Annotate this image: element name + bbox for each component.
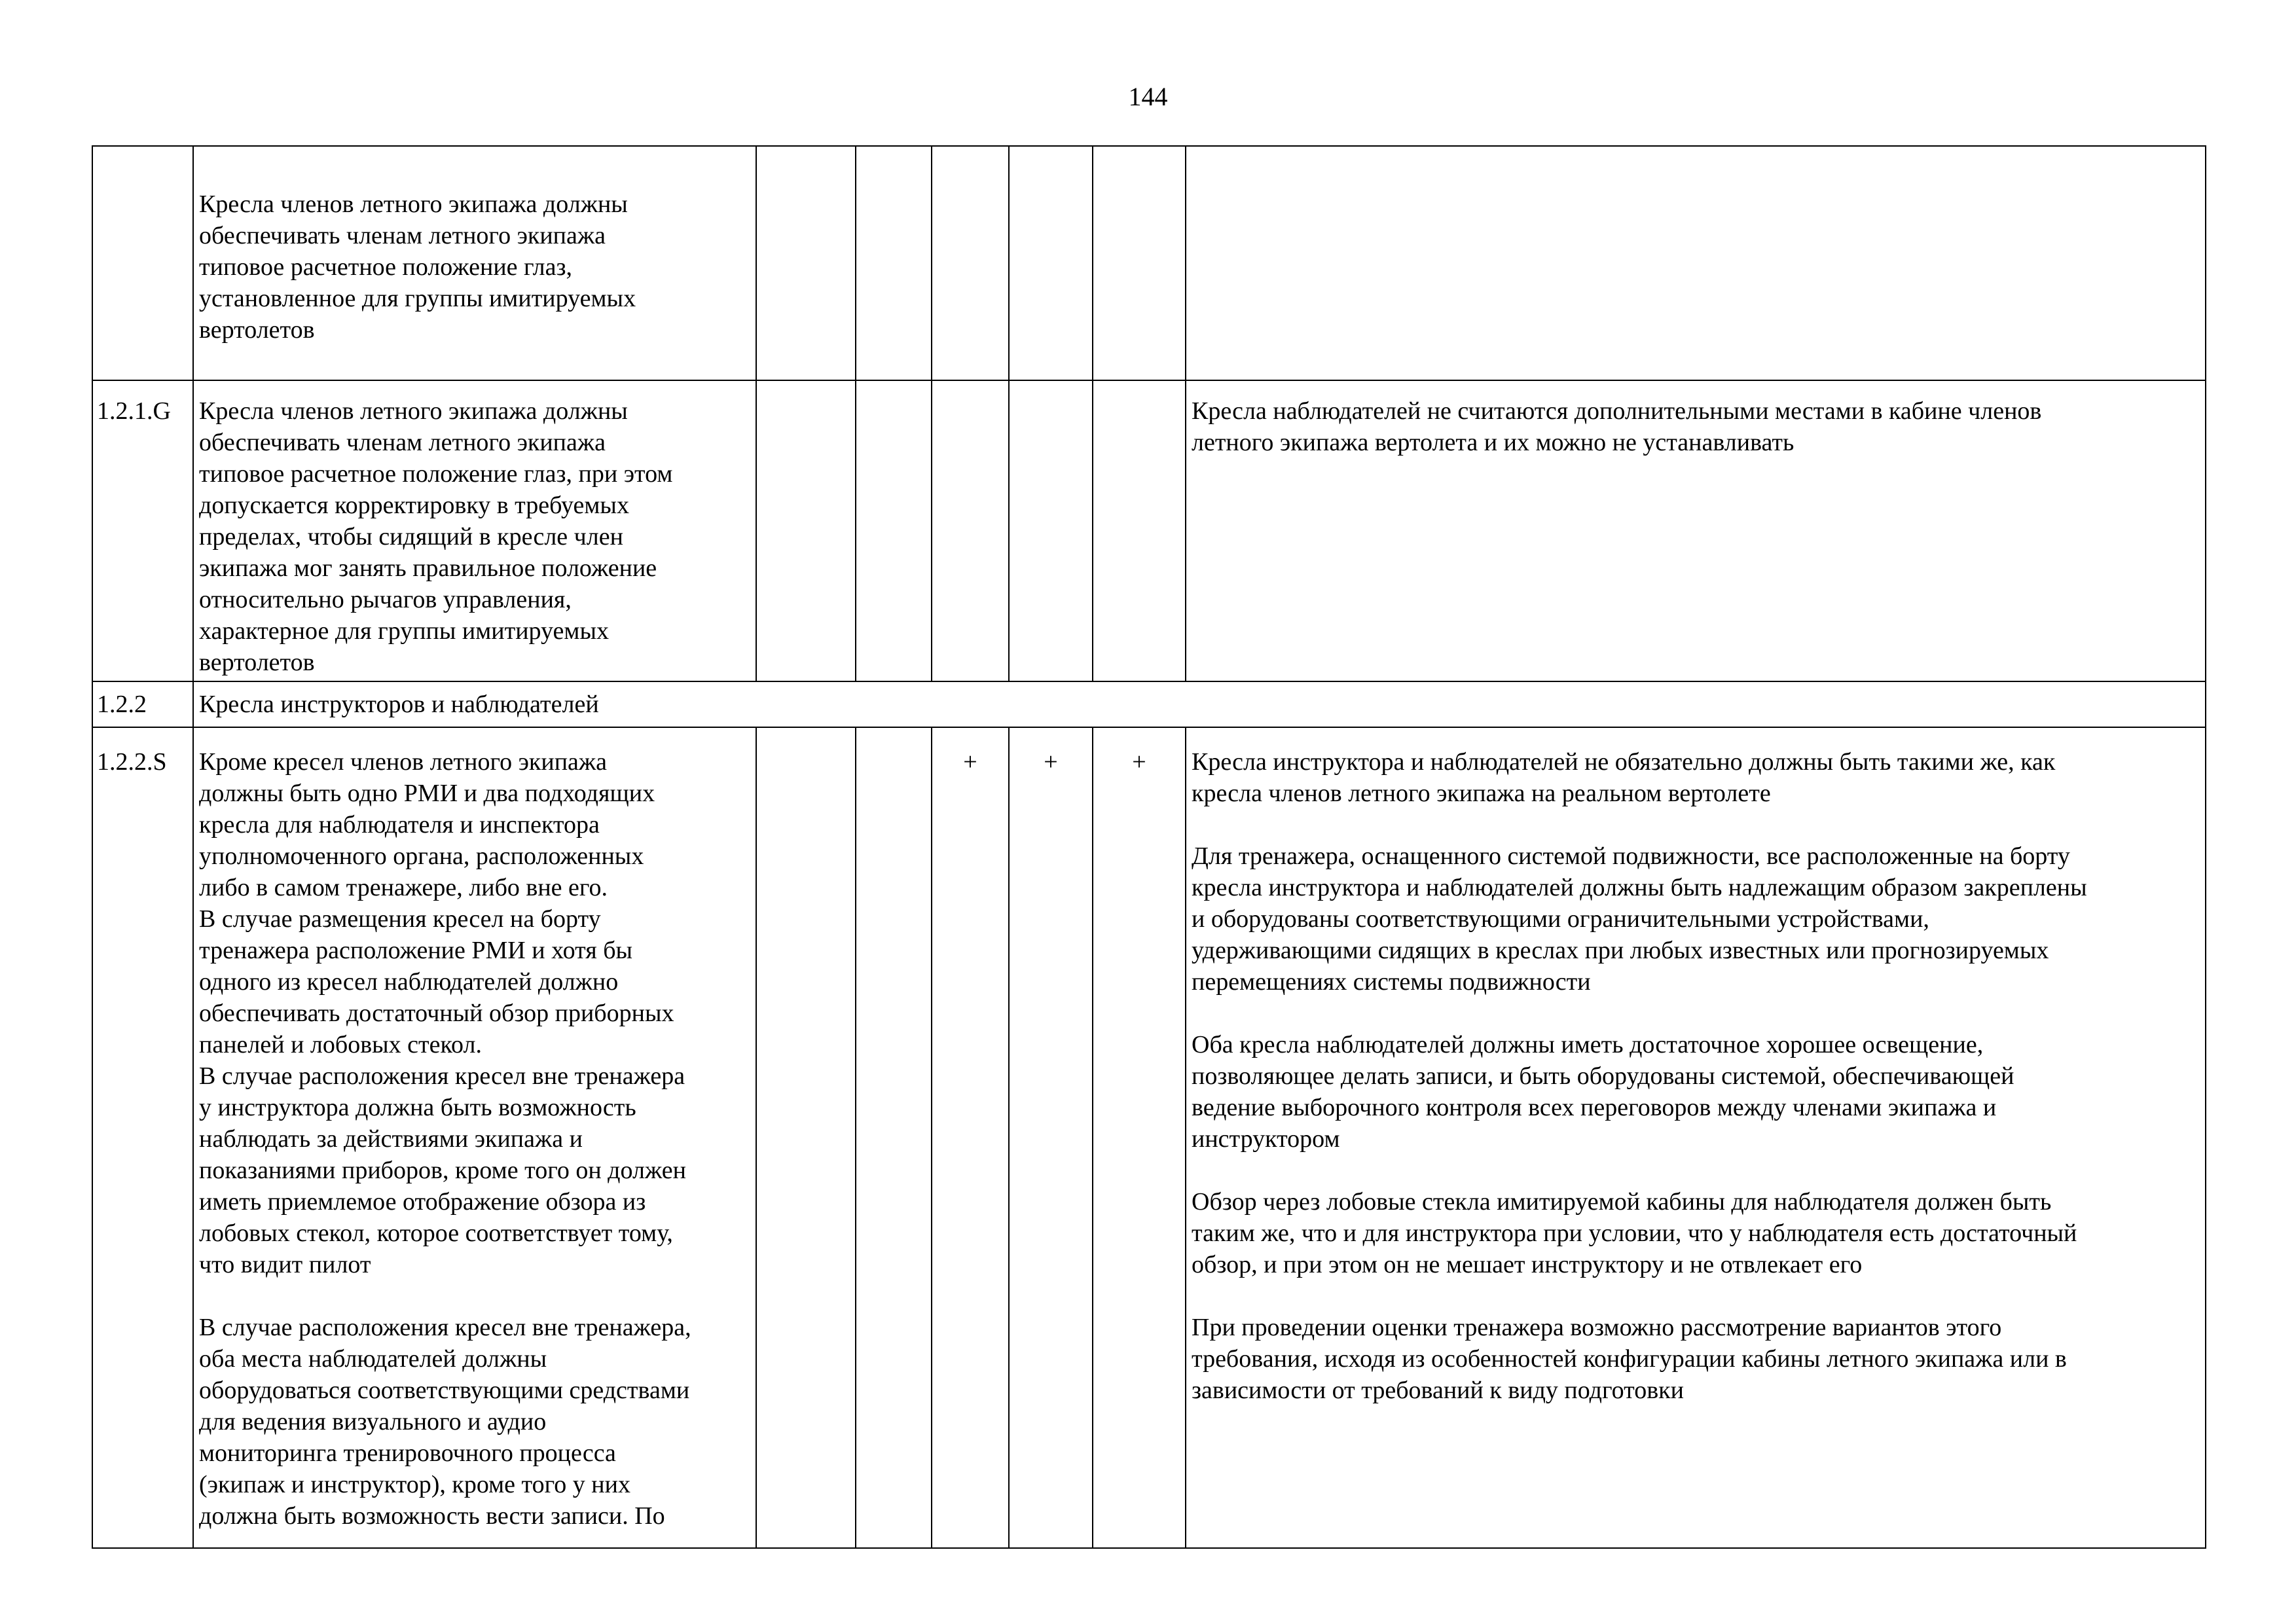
mark-cell — [756, 380, 856, 681]
table-row — [92, 146, 2206, 380]
requirement-text: В случае расположения кресел вне тренажера, оба места наблюдателей должны оборудоваться соответствующими средствами для ведения визуального и аудио мониторинга тренировочного процесса (экипаж и инструктор), кроме того у них должна быть возможность вести записи. По — [199, 1314, 691, 1530]
mark-cell: + — [932, 727, 1009, 1548]
page-number: 144 — [1128, 82, 1168, 111]
requirement-text: Кресла членов летного экипажа должны обеспечивать членам летного экипажа типовое расчетное положение глаз, установленное для группы имитируемых вертолетов — [199, 190, 636, 344]
mark-cell — [756, 146, 856, 380]
mark-cell — [1093, 380, 1186, 681]
requirement-cell — [193, 380, 756, 681]
requirement-cell — [193, 727, 756, 1548]
mark-cell — [856, 380, 932, 681]
item-number-cell: 1.2.1.G — [92, 380, 193, 681]
section-heading: Кресла инструкторов и наблюдателей — [193, 681, 2206, 727]
notes-cell — [1186, 727, 2206, 1548]
note-text: Оба кресла наблюдателей должны иметь достаточное хорошее освещение, позволяющее делать записи, и быть оборудованы системой, обеспечивающей ведение выборочного контроля всех переговоров между членами экипажа и инструктором — [1192, 1031, 2014, 1153]
note-text: При проведении оценки тренажера возможно рассмотрение вариантов этого требования, исходя из особенностей конфигурации кабины летного экипажа или в зависимости от требований к виду подготовки — [1192, 1314, 2067, 1404]
mark-cell — [1009, 380, 1093, 681]
requirements-table — [92, 145, 2206, 1549]
note-text: Для тренажера, оснащенного системой подвижности, все расположенные на борту кресла инструктора и наблюдателей должны быть надлежащим образом закреплены и оборудованы соответствующими ограничительными устройствами, удерживающими сидящих в креслах при любых известных или прогнозируемых перемещениях системы подвижности — [1192, 842, 2087, 996]
mark-cell — [932, 380, 1009, 681]
mark-cell: + — [1093, 727, 1186, 1548]
table-row — [92, 727, 2206, 1548]
mark-cell — [1093, 146, 1186, 380]
section-heading-row — [92, 681, 2206, 727]
note-text: Кресла инструктора и наблюдателей не обязательно должны быть такими же, как кресла членов летного экипажа на реальном вертолете — [1192, 748, 2056, 807]
requirement-text: Кроме кресел членов летного экипажа должны быть одно РМИ и два подходящих кресла для наблюдателя и инспектора уполномоченного органа, расположенных либо в самом тренажере, либо вне его. В случае размещения кресел на борту тренажера расположение РМИ и хотя бы одного из кресел наблюдателей должно обеспечивать достаточный обзор приборных панелей и лобовых стекол. В случае расположения кресел вне тренажера у инструктора должна быть возможность наблюдать за действиями экипажа и показаниями приборов, кроме того он должен иметь приемлемое отображение обзора из лобовых стекол, которое соответствует тому, что видит пилот — [199, 748, 686, 1278]
mark-cell — [856, 727, 932, 1548]
mark-cell: + — [1009, 727, 1093, 1548]
notes-cell — [1186, 380, 2206, 681]
requirement-text: Кресла членов летного экипажа должны обеспечивать членам летного экипажа типовое расчетное положение глаз, при этом допускается корректировку в требуемых пределах, чтобы сидящий в кресле член экипажа мог занять правильное положение относительно рычагов управления, характерное для группы имитируемых вертолетов — [199, 397, 673, 676]
note-text: Кресла наблюдателей не считаются дополнительными местами в кабине членов летного экипажа вертолета и их можно не устанавливать — [1192, 397, 2042, 456]
note-text: Обзор через лобовые стекла имитируемой кабины для наблюдателя должен быть таким же, что и для инструктора при условии, что у наблюдателя есть достаточный обзор, и при этом он не мешает инструктору и не отвлекает его — [1192, 1188, 2077, 1278]
item-number-cell: 1.2.2 — [92, 681, 193, 727]
item-number-cell: 1.2.2.S — [92, 727, 193, 1548]
mark-cell — [932, 146, 1009, 380]
mark-cell — [1009, 146, 1093, 380]
item-number-cell — [92, 146, 193, 380]
mark-cell — [856, 146, 932, 380]
notes-cell — [1186, 146, 2206, 380]
requirement-cell — [193, 146, 756, 380]
table-row — [92, 380, 2206, 681]
mark-cell — [756, 727, 856, 1548]
